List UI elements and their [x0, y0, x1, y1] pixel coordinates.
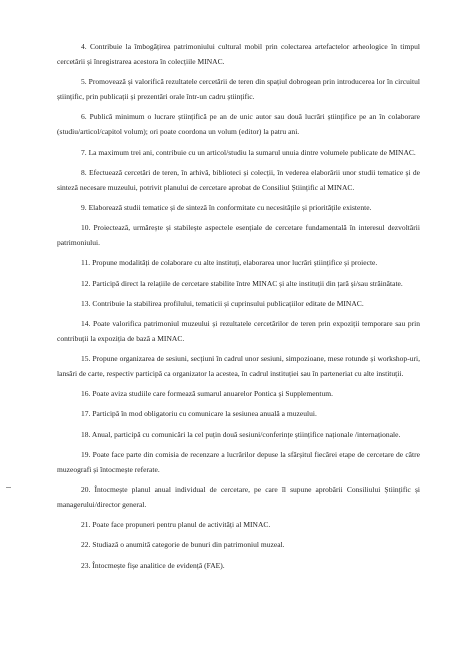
duty-item	[57, 200, 420, 215]
duty-item	[57, 109, 420, 139]
duty-number: 16.	[81, 389, 91, 399]
duty-text: Poate valorifica patrimoniul muzeului și rezultatele cercetărilor de teren prin expoziții temporare sau prin contribuții la expoziția de bază a MINAC.	[57, 318, 420, 343]
duty-text: Contribuie la stabilirea profilului, tematicii și cuprinsului publicațiilor editate de MINAC.	[92, 298, 364, 308]
duty-text: Publică minimum o lucrare științifică pe an de unic autor sau două lucrări științifice pe an în colaborare (studiu/articol/capitol volum); ori poate coordona un volum (editor) la patru ani.	[57, 112, 420, 137]
duty-number: 21.	[81, 520, 91, 530]
duty-number: 14.	[81, 318, 91, 328]
duty-text: Studiază o anumită categorie de bunuri din patrimoniul muzeal.	[92, 540, 285, 550]
duty-number: 20.	[81, 485, 91, 494]
duty-item	[57, 406, 420, 421]
duty-item	[57, 447, 420, 477]
duty-number: 23.	[81, 560, 91, 570]
duty-number: 5.	[81, 77, 87, 87]
duty-number: 18.	[81, 429, 91, 439]
duty-text: Întocmește fișe analitice de evidență (FAE).	[92, 560, 225, 570]
duty-text: Promovează și valorifică rezultatele cercetării de teren din spațiul dobrogean prin introducerea lor în circuitul științific, prin publicații și prezentări orale într-un cadru științific.	[57, 77, 420, 102]
duty-item	[57, 517, 420, 532]
duty-item	[57, 351, 420, 381]
duty-number: 22.	[81, 540, 91, 550]
duty-number: 15.	[81, 354, 91, 364]
duty-number: 11.	[81, 258, 91, 268]
duty-item	[57, 296, 420, 311]
duty-number: 17.	[81, 409, 91, 419]
duty-number: 12.	[81, 278, 91, 288]
duty-text: Întocmește planul anual individual de cercetare, pe care îl supune aprobării Consiliului Științific și managerului/director general.	[57, 485, 420, 509]
duty-item	[57, 558, 420, 573]
duty-number: 10.	[81, 223, 91, 233]
duty-text: Poate face parte din comisia de recenzare a lucrărilor depuse la sfârșitul fiecărei etape de cercetare de către muzeografi și întocmește referate.	[57, 449, 420, 474]
duty-number: 4.	[81, 42, 87, 51]
duty-item	[57, 220, 420, 250]
duty-text: Participă direct la relațiile de cercetare stabilite între MINAC și alte instituții din țară și/sau străinătate.	[92, 278, 403, 288]
duty-text: Proiectează, urmărește și stabilește aspectele esențiale de cercetare fundamentală în interesul dezvoltării patrimoniului.	[57, 223, 420, 248]
duty-text: Poate face propuneri pentru planul de activități al MINAC.	[92, 520, 271, 530]
duty-number: 7.	[81, 147, 87, 157]
duty-item	[57, 386, 420, 401]
duty-number: 9.	[81, 202, 87, 212]
duty-text: Participă în mod obligatoriu cu comunicare la sesiunea anuală a muzeului.	[92, 409, 317, 419]
duty-item	[57, 427, 420, 442]
duty-number: 6.	[81, 112, 87, 122]
duty-number: 19.	[81, 449, 91, 459]
duty-text: Propune modalități de colaborare cu alte instituți, elaborarea unor lucrări științifice și proiecte.	[92, 258, 378, 268]
duty-text: Anual, participă cu comunicări la cel puțin două sesiuni/conferințe științifice naționale /internaționale.	[91, 429, 401, 439]
duty-text: Poate aviza studiile care formează sumarul anuarelor Pontica și Supplementum.	[92, 389, 333, 399]
margin-mark	[6, 487, 11, 488]
duty-item	[57, 165, 420, 195]
duty-text: Elaborează studii tematice și de sinteză în conformitate cu necesitățile și prioritățile existente.	[88, 202, 372, 212]
duty-item	[57, 482, 420, 512]
duty-text: Efectuează cercetări de teren, în arhivă, biblioteci și colecții, în vederea elaborării unor studii tematice și de sinteză necesare muzeului, potrivit planului de cercetare aprobat de Consiliul Științific al MINAC.	[57, 167, 420, 192]
duty-item	[57, 145, 420, 160]
duty-number: 8.	[81, 167, 87, 177]
duties-list	[57, 39, 420, 578]
duty-number: 13.	[81, 298, 91, 308]
duty-text: La maximum trei ani, contribuie cu un articol/studiu la sumarul unuia dintre volumele publicate de MINAC.	[88, 147, 416, 157]
duty-item	[57, 316, 420, 346]
duty-text: Propune organizarea de sesiuni, secțiuni în cadrul unor sesiuni, simpozioane, mese rotunde și workshop-uri, lansări de carte, respectiv participă ca organizator la acestea, în cadrul instituției sau în parteneriat cu alte instituții.	[57, 354, 420, 379]
duty-item	[57, 537, 420, 552]
duty-text: Contribuie la îmbogățirea patrimoniului cultural mobil prin colectarea artefactelor arheologice în timpul cercetării și înregistrarea acestora în colecțiile MINAC.	[57, 42, 420, 66]
duty-item	[57, 39, 420, 69]
duty-item	[57, 276, 420, 291]
duty-item	[57, 255, 420, 270]
duty-item	[57, 74, 420, 104]
